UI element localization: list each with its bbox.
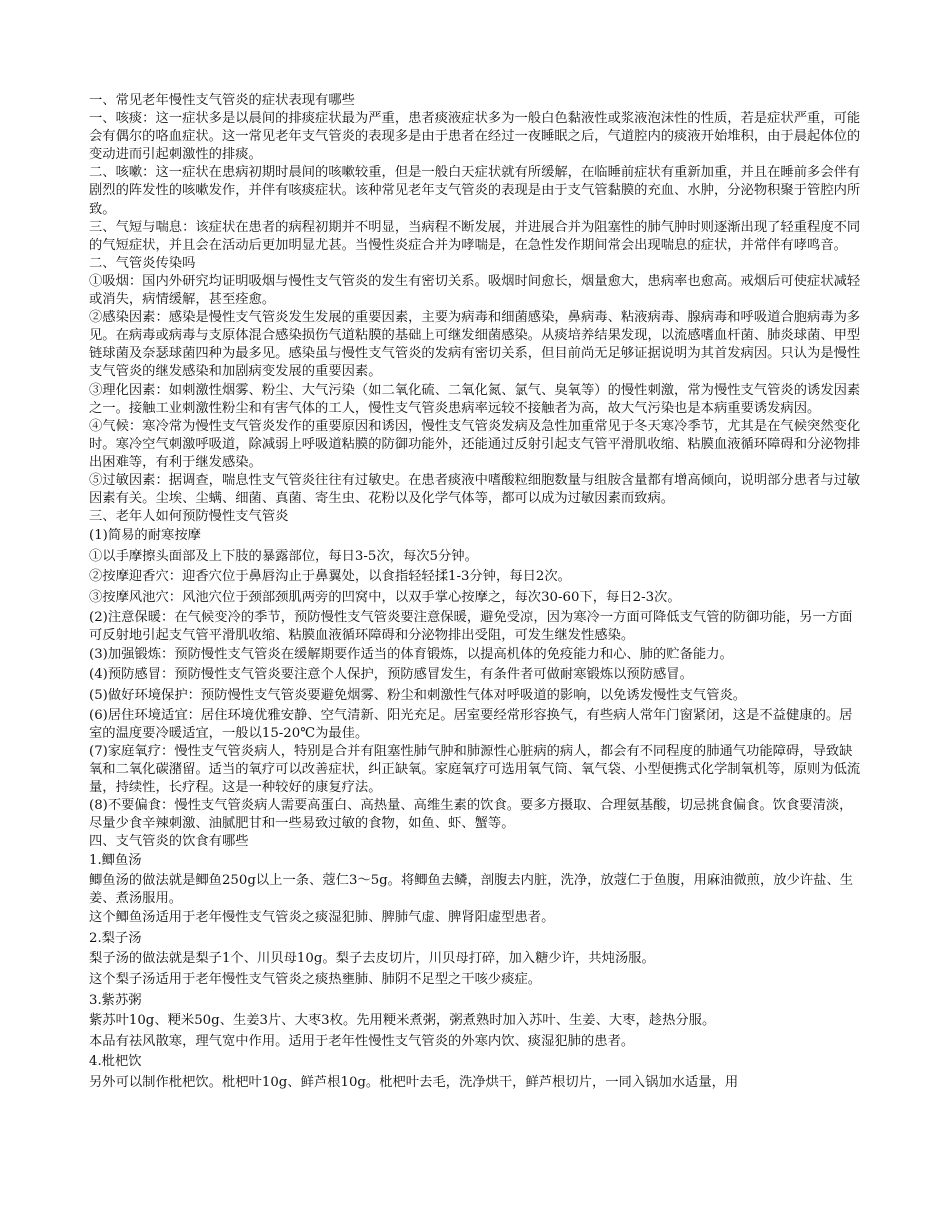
paragraph: 这个鲫鱼汤适用于老年慢性支气管炎之痰湿犯肺、脾肺气虚、脾肾阳虚型患者。 — [89, 910, 555, 926]
paragraph: (6)居住环境适宜：居住环境优雅安静、空气清新、阳光充足。居室要经常形容换气，有些病人常年门窗紧闭，这是不益健康的。居室的温度要冷暖适宜，一般以15-20℃为最佳。 — [89, 707, 853, 741]
paragraph: (5)做好环境保护：预防慢性支气管炎要避免烟雾、粉尘和刺激性气体对呼吸道的影响，以免诱发慢性支气管炎。 — [89, 688, 747, 703]
paragraph: ③理化因素：如刺激性烟雾、粉尘、大气污染（如二氧化硫、二氧化氮、氯气、臭氧等）的慢性刺激，常为慢性支气管炎的诱发因素之一。接触工业刺激性粉尘和有害气体的工人，慢性支气管炎患病率远较不接触者为高，故大气污染也是本病重要诱发病因。 — [89, 382, 861, 416]
paragraph: 梨子汤的做法就是梨子1个、川贝母10g。梨子去皮切片，川贝母打碎，加入糖少许，共炖汤服。 — [89, 951, 655, 967]
paragraph: (3)加强锻炼：预防慢性支气管炎在缓解期要作适当的体育锻炼，以提高机体的免疫能力和心、肺的贮备能力。 — [89, 646, 733, 662]
paragraph: (8)不要偏食：慢性支气管炎病人需要高蛋白、高热量、高维生素的饮食。要多方摄取、合理氨基酸，切忌挑食偏食。饮食要清淡，尽量少食辛辣刺激、油腻肥甘和一些易致过敏的食物，如鱼、虾、蟹等。 — [89, 798, 853, 832]
paragraph: ④气候：寒冷常为慢性支气管炎发作的重要原因和诱因，慢性支气管炎发病及急性加重常见于冬天寒冷季节，尤其是在气候突然变化时。寒冷空气刺激呼吸道，除减弱上呼吸道粘膜的防御功能外，还能通过反射引起支气管平滑肌收缩、粘膜血液循环障碍和分泌物排出困难等，有利于继发感染。 — [89, 418, 861, 470]
paragraph: 二、咳嗽：这一症状在患病初期时晨间的咳嗽较重，但是一般白天症状就有所缓解，在临睡前症状有重新加重，并且在睡前多会伴有剧烈的阵发性的咳嗽发作，并伴有咳痰症状。该种常见老年支气管炎的表现是由于支气管黏膜的充血、水肿，分泌物积聚于管腔内所致。 — [89, 165, 861, 217]
paragraph: 一、咳痰：这一症状多是以晨间的排痰症状最为严重，患者痰液症状多为一般白色黏液性或浆液泡沫性的性质，若是症状严重，可能会有偶尔的咯血症状。这一常见老年支气管炎的表现多是由于患者在经过一夜睡眠之后，气道腔内的痰液开始堆积，由于晨起体位的变动进而引起刺激性的排痰。 — [89, 111, 861, 163]
paragraph: 2.梨子汤 — [89, 930, 142, 946]
paragraph: 这个梨子汤适用于老年慢性支气管炎之痰热壅肺、肺阴不足型之干咳少痰症。 — [89, 971, 542, 987]
paragraph: ①以手摩擦头面部及上下肢的暴露部位，每日3-5次，每次5分钟。 — [89, 548, 478, 564]
paragraph: ②按摩迎香穴：迎香穴位于鼻唇沟止于鼻翼处，以食指轻轻揉1-3分钟，每日2次。 — [89, 569, 571, 585]
paragraph: 1.鲫鱼汤 — [89, 853, 142, 869]
paragraph: (7)家庭氧疗：慢性支气管炎病人，特别是合并有阻塞性肺气肿和肺源性心脏病的病人，都会有不同程度的肺通气功能障碍，导致缺氧和二氧化碳潴留。适当的氧疗可以改善症状，纠正缺氧。家庭氧疗可选用氧气筒、氧气袋、小型便携式化学制氧机等，原则为低流量，持续性，长疗程。这是一种较好的康复疗法。 — [89, 743, 861, 795]
paragraph: (1)简易的耐寒按摩 — [89, 528, 201, 544]
paragraph: 四、支气管炎的饮食有哪些 — [89, 834, 249, 850]
paragraph: (4)预防感冒：预防慢性支气管炎要注意个人保护，预防感冒发生，有条件者可做耐寒锻炼以预防感冒。 — [89, 667, 693, 683]
paragraph: ⑤过敏因素：据调查，喘息性支气管炎往往有过敏史。在患者痰液中嗜酸粒细胞数量与组胺含量都有增高倾向，说明部分患者与过敏因素有关。尘埃、尘螨、细菌、真菌、寄生虫、花粉以及化学气体等，都可以成为过敏因素而致病。 — [89, 472, 861, 507]
paragraph: 紫苏叶10g、粳米50g、生姜3片、大枣3枚。先用粳米煮粥，粥煮熟时加入苏叶、生姜、大枣，趁热分服。 — [89, 1013, 716, 1029]
document-body — [89, 92, 861, 1093]
paragraph: ②感染因素：感染是慢性支气管炎发生发展的重要因素，主要为病毒和细菌感染，鼻病毒、粘液病毒、腺病毒和呼吸道合胞病毒为多见。在病毒或病毒与支原体混合感染损伤气道粘膜的基础上可继发细菌感染。从痰培养结果发现，以流感嗜血杆菌、肺炎球菌、甲型链球菌及奈瑟球菌四种为最多见。感染虽与慢性支气管炎的发病有密切关系，但目前尚无足够证据说明为其首发病因。只认为是慢性支气管炎的继发感染和加剧病变发展的重要因素。 — [89, 310, 861, 380]
paragraph: 鲫鱼汤的做法就是鲫鱼250g以上一条、蔻仁3～5g。将鲫鱼去鳞，剖腹去内脏，洗净，放蔻仁于鱼腹，用麻油微煎，放少许盐、生姜、煮汤服用。 — [89, 872, 854, 907]
paragraph: 另外可以制作枇杷饮。枇杷叶10g、鲜芦根10g。枇杷叶去毛，洗净烘干，鲜芦根切片，一同入锅加水适量，用 — [89, 1074, 739, 1090]
paragraph: (2)注意保暖：在气候变冷的季节，预防慢性支气管炎要注意保暖，避免受凉，因为寒冷一方面可降低支气管的防御功能，另一方面可反射地引起支气管平滑肌收缩、粘膜血液循环障碍和分泌物排出受阻，可发生继发性感染。 — [89, 609, 853, 643]
paragraph: 本品有祛风散寒，理气宽中作用。适用于老年性慢性支气管炎的外寒内饮、痰湿犯肺的患者。 — [89, 1033, 635, 1049]
paragraph: 3.紫苏粥 — [89, 992, 142, 1008]
paragraph: 一、常见老年慢性支气管炎的症状表现有哪些 — [89, 93, 355, 108]
paragraph: 4.枇杷饮 — [89, 1054, 142, 1070]
paragraph: 二、气管炎传染吗 — [89, 255, 196, 271]
paragraph: 三、老年人如何预防慢性支气管炎 — [89, 509, 289, 525]
paragraph: ③按摩风池穴：风池穴位于颈部颈肌两旁的凹窝中，以双手掌心按摩之，每次30-60下，每日2-3次。 — [89, 590, 681, 606]
paragraph: 三、气短与喘息：该症状在患者的病程初期并不明显，当病程不断发展，并进展合并为阻塞性的肺气肿时则逐渐出现了轻重程度不同的气短症状，并且会在活动后更加明显尤甚。当慢性炎症合并为哮喘是，在急性发作期间常会出现喘息的症状，并常伴有哮鸣音。 — [89, 219, 861, 253]
paragraph: ①吸烟：国内外研究均证明吸烟与慢性支气管炎的发生有密切关系。吸烟时间愈长，烟量愈大，患病率也愈高。戒烟后可使症状减轻或消失，病情缓解，甚至痊愈。 — [89, 273, 861, 308]
